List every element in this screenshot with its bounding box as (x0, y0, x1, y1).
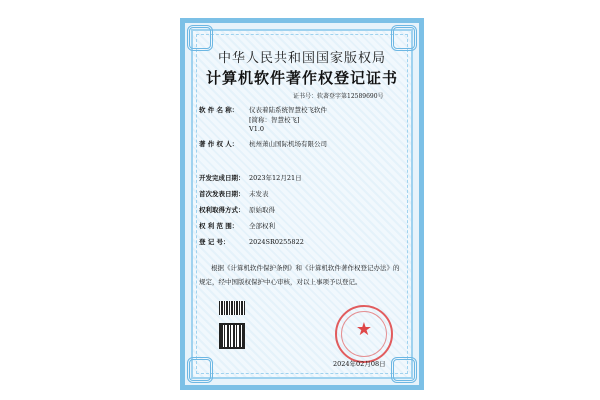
certificate-title: 计算机软件著作权登记证书 (205, 69, 398, 87)
star-icon: ★ (355, 319, 373, 340)
field-value: 未发表 (249, 190, 269, 198)
field-label: 权 利 范 围： (199, 222, 239, 230)
field-value: 原始取得 (249, 206, 275, 214)
qr-code-icon (219, 323, 245, 349)
field-software-name (199, 105, 327, 114)
field-acquisition-method (199, 205, 275, 214)
field-label: 登 记 号： (199, 238, 230, 246)
field-label: 权利取得方式： (199, 206, 245, 214)
field-completion-date (199, 173, 302, 182)
field-value: 仪表着陆系统智慧校飞软件 (249, 106, 327, 114)
barcode-icon (219, 301, 245, 315)
official-seal-icon (335, 305, 393, 363)
statement-line: 规定，经中国版权保护中心审核，对以上事项予以登记。 (199, 278, 362, 286)
registration-statement (199, 261, 409, 289)
corner-ornament (391, 357, 417, 383)
field-label: 开发完成日期： (199, 174, 245, 182)
certificate (180, 18, 424, 390)
field-value: 杭州萧山国际机场有限公司 (249, 140, 327, 148)
field-value: 2023年12月21日 (249, 174, 302, 182)
field-rights-scope (199, 221, 275, 230)
field-first-publication (199, 189, 269, 198)
field-value: 2024SR0255822 (249, 238, 304, 246)
field-value: 全部权利 (249, 222, 275, 230)
software-short-name: [简称：智慧校飞] (249, 116, 300, 124)
statement-line: 根据《计算机软件保护条例》和《计算机软件著作权登记办法》的 (211, 264, 400, 272)
field-registration-number (199, 237, 304, 246)
field-copyright-owner (199, 139, 327, 148)
field-label: 著 作 权 人： (199, 140, 239, 148)
certificate-number: 证书号：软著登字第12589690号 (293, 93, 384, 100)
issue-date: 2024年02月08日 (333, 360, 386, 368)
field-label: 软 件 名 称： (199, 106, 239, 114)
field-label: 首次发表日期： (199, 190, 245, 198)
issuing-authority: 中华人民共和国国家版权局 (217, 51, 386, 66)
corner-ornament (187, 357, 213, 383)
software-version: V1.0 (249, 125, 265, 133)
